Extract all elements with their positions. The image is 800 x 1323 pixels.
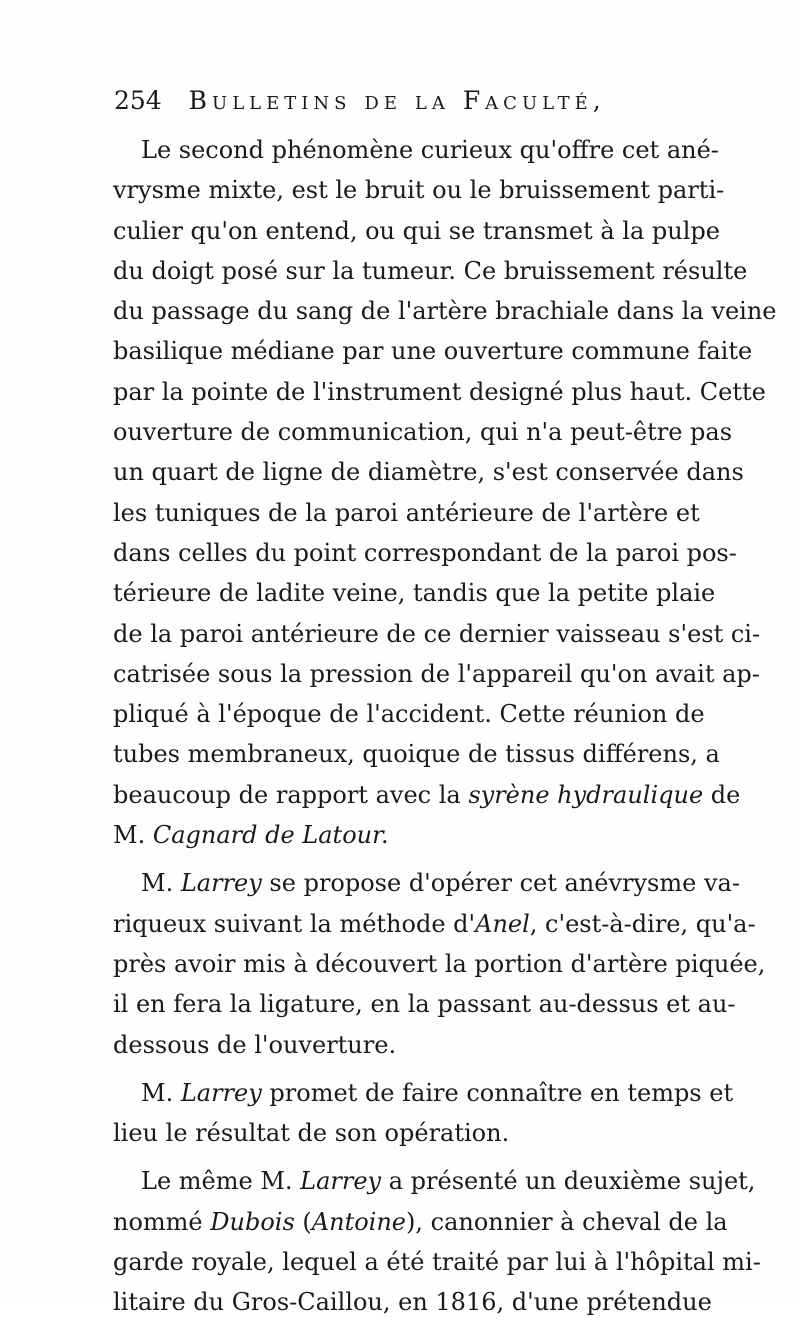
text-segment: ( [294, 1207, 312, 1236]
text-segment: vrysme mixte, est le bruit ou le bruissement parti- [113, 176, 725, 205]
text-line [113, 1242, 761, 1282]
text-segment: de la paroi antérieure de ce dernier vaisseau s'est ci- [113, 619, 761, 648]
text-line [113, 1073, 734, 1113]
text-segment: M. [141, 1078, 181, 1107]
text-line [113, 863, 740, 903]
text-line [113, 493, 700, 533]
body-text [113, 130, 777, 1323]
text-line [113, 694, 705, 734]
running-title: Bulletins de la Faculté, [188, 86, 606, 115]
text-segment: catrisée sous la pression de l'appareil qu'on avait ap- [113, 659, 760, 688]
text-line [113, 1113, 679, 1153]
text-line [113, 815, 679, 855]
italic-text: Antoine [311, 1207, 406, 1236]
paragraph [113, 863, 766, 1064]
text-segment: a présenté un deuxième sujet, [381, 1167, 756, 1196]
italic-text: syrène hydraulique [468, 780, 704, 809]
text-segment: du passage du sang de l'artère brachiale dans la veine [113, 297, 777, 326]
text-line [113, 412, 733, 452]
italic-text: Larrey [180, 869, 262, 898]
italic-text: Larrey [300, 1167, 382, 1196]
text-line [113, 211, 720, 251]
text-segment: par la pointe de l'instrument designé plus haut. Cette [113, 377, 766, 406]
text-segment: pliqué à l'époque de l'accident. Cette réunion de [113, 700, 705, 729]
text-segment: litaire du Gros-Caillou, en 1816, d'une prétendue [113, 1288, 712, 1317]
text-line [113, 251, 748, 291]
text-segment: près avoir mis à découvert la portion d'artère piquée, [113, 949, 766, 978]
text-line [113, 452, 744, 492]
text-segment: promet de faire connaître en temps et [261, 1078, 734, 1107]
italic-text: Anel [475, 909, 530, 938]
text-segment: , c'est-à-dire, qu'a- [529, 909, 756, 938]
text-line [113, 614, 761, 654]
text-line [113, 573, 716, 613]
text-line [113, 984, 736, 1024]
text-segment: tubes membraneux, quoique de tissus différens, a [113, 740, 720, 769]
italic-text: Cagnard de Latour. [152, 821, 389, 850]
text-segment: M. [113, 821, 153, 850]
text-line [113, 654, 760, 694]
text-line [113, 533, 737, 573]
text-segment: Le second phénomène curieux qu'offre cet ané- [141, 136, 719, 164]
text-segment: Le même M. [141, 1167, 301, 1196]
text-line [113, 904, 756, 944]
text-line [113, 944, 766, 984]
text-line [113, 1282, 712, 1322]
text-segment: beaucoup de rapport avec la [113, 780, 469, 809]
text-line [113, 130, 719, 170]
text-line [113, 1025, 679, 1065]
text-segment: térieure de ladite veine, tandis que la petite plaie [113, 579, 716, 608]
page-header [114, 86, 674, 126]
text-line [113, 734, 720, 774]
text-segment: basilique médiane par une ouverture commune faite [113, 337, 753, 366]
text-segment: il en fera la ligature, en la passant au-dessus et au- [113, 990, 736, 1019]
text-line [113, 1161, 756, 1201]
text-line [113, 291, 777, 331]
text-line [113, 331, 753, 371]
italic-text: Larrey [180, 1078, 262, 1107]
text-segment: culier qu'on entend, ou qui se transmet à la pulpe [113, 216, 720, 245]
text-segment: dessous de l'ouverture. [113, 1030, 397, 1059]
paragraph [113, 1161, 761, 1322]
text-segment: les tuniques de la paroi antérieure de l'artère et [113, 498, 700, 527]
text-line [113, 775, 741, 815]
text-segment: M. [141, 869, 181, 898]
text-segment: de [703, 780, 741, 809]
text-segment: dans celles du point correspondant de la paroi pos- [113, 538, 737, 567]
text-segment: ouverture de communication, qui n'a peut-être pas [113, 418, 733, 447]
paragraph [113, 130, 777, 855]
text-segment: nommé [113, 1207, 211, 1236]
text-segment: du doigt posé sur la tumeur. Ce bruissement résulte [113, 256, 748, 285]
page-number: 254 [114, 86, 162, 115]
text-segment: garde royale, lequel a été traité par lui à l'hôpital mi- [113, 1248, 761, 1277]
italic-text: Dubois [210, 1207, 295, 1236]
text-segment: un quart de ligne de diamètre, s'est conservée dans [113, 458, 744, 487]
text-line [113, 170, 725, 210]
text-segment: se propose d'opérer cet anévrysme va- [261, 869, 740, 898]
text-line [113, 1202, 728, 1242]
text-segment: lieu le résultat de son opération. [113, 1119, 510, 1148]
text-segment: ), canonnier à cheval de la [406, 1207, 728, 1236]
paragraph [113, 1073, 734, 1154]
text-segment: riqueux suivant la méthode d' [113, 909, 476, 938]
text-line [113, 372, 766, 412]
